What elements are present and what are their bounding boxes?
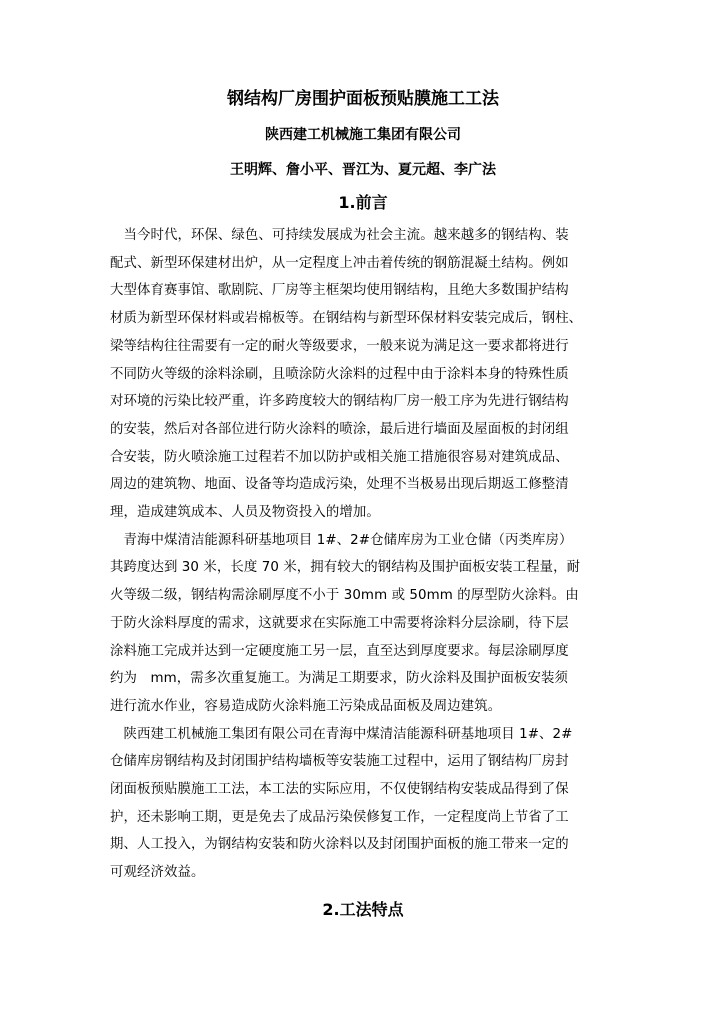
paragraph-2 (110, 527, 616, 721)
paragraph-line: 可观经济效益。 (110, 865, 205, 881)
paragraph-line: 火等级二级，钢结构需涂刷厚度不小于 30mm 或 50mm 的厚型防火涂料。由 (110, 588, 579, 604)
paragraph-line: 大型体育赛事馆、歌剧院、厂房等主框架均使用钢结构，且绝大多数围护结构 (110, 283, 569, 299)
section-heading-preface: 1.前言 (338, 193, 388, 212)
section-heading-features: 2.工法特点 (322, 899, 404, 919)
paragraph-line: 于防火涂料厚度的需求，这就要求在实际施工中需要将涂料分层涂刷，待下层 (110, 615, 569, 631)
paragraph-line: 约为 mm，需多次重复施工。为满足工期要求，防火涂料及围护面板安装须 (110, 671, 568, 687)
paragraph-line: 陕西建工机械施工集团有限公司在青海中煤清洁能源科研基地项目 1#、2# (110, 726, 573, 742)
paragraph-line: 当今时代，环保、绿色、可持续发展成为社会主流。越来越多的钢结构、装 (110, 228, 569, 243)
paragraph-line: 涂料施工完成并达到一定硬度施工另一层，直至达到厚度要求。每层涂刷厚度 (110, 643, 569, 659)
author-list: 王明辉、詹小平、晋江为、夏元超、李广法 (230, 162, 496, 178)
paragraph-line: 材质为新型环保材料或岩棉板等。在钢结构与新型环保材料安装完成后，钢柱、 (110, 311, 583, 327)
paragraph-line: 配式、新型环保建材出炉，从一定程度上冲击着传统的钢筋混凝土结构。例如 (110, 255, 569, 271)
paragraph-line: 其跨度达到 30 米，长度 70 米，拥有较大的钢结构及围护面板安装工程量，耐 (110, 560, 581, 576)
paragraph-line: 青海中煤清洁能源科研基地项目 1#、2#仓储库房为工业仓储（丙类库房） (110, 532, 573, 548)
paragraph-line: 梁等结构往往需要有一定的耐火等级要求，一般来说为满足这一要求都将进行 (110, 338, 569, 354)
paragraph-line: 对环境的污染比较严重，许多跨度较大的钢结构厂房一般工序为先进行钢结构 (110, 394, 569, 410)
paragraph-line: 的安装，然后对各部位进行防火涂料的喷涂，最后进行墙面及屋面板的封闭组 (110, 421, 569, 437)
paragraph-line: 仓储库房钢结构及封闭围护结构墙板等安装施工过程中，运用了钢结构厂房封 (110, 754, 569, 770)
paragraph-line: 闭面板预贴膜施工工法，本工法的实际应用，不仅使钢结构安装成品得到了保 (110, 782, 569, 798)
paragraph-line: 进行流水作业，容易造成防火涂料施工污染成品面板及周边建筑。 (110, 698, 502, 714)
paragraph-line: 护，还未影响工期，更是免去了成品污染侯修复工作，一定程度尚上节省了工 (110, 809, 569, 825)
paragraph-line: 周边的建筑物、地面、设备等均造成污染，处理不当极易出现后期返工修整清 (110, 477, 569, 493)
paragraph-line: 不同防火等级的涂料涂刷，且喷涂防火涂料的过程中由于涂料本身的特殊性质 (110, 366, 569, 382)
paragraph-line: 理，造成建筑成本、人员及物资投入的增加。 (110, 505, 380, 521)
organization-name: 陕西建工机械施工集团有限公司 (265, 127, 461, 143)
document-title: 钢结构厂房围护面板预贴膜施工工法 (227, 89, 499, 109)
paragraph-1 (110, 222, 616, 527)
paragraph-3 (110, 721, 616, 887)
paragraph-line: 合安装，防火喷涂施工过程若不加以防护或相关施工措施很容易对建筑成品、 (110, 449, 569, 465)
paragraph-line: 期、人工投入，为钢结构安装和防火涂料以及封闭围护面板的施工带来一定的 (110, 837, 569, 853)
